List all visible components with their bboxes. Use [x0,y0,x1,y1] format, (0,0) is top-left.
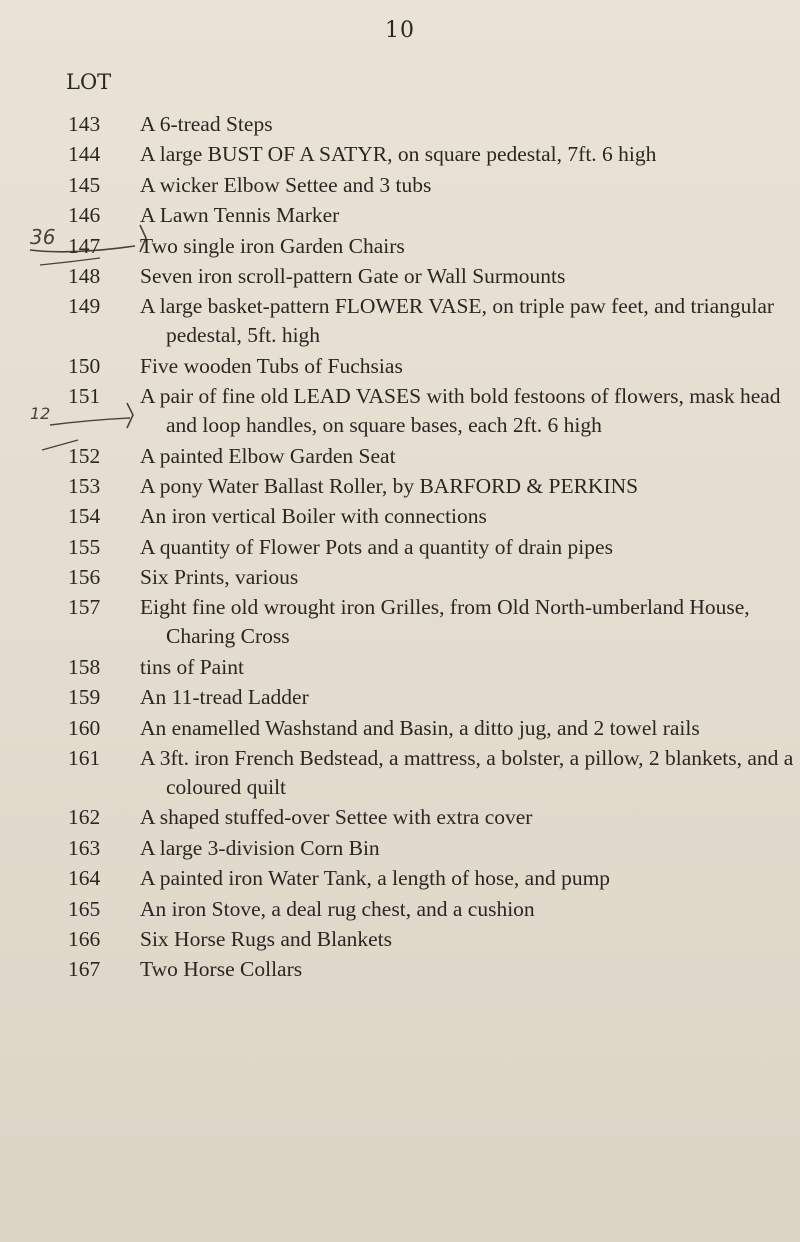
lot-number: 150 [68,353,101,378]
lot-description: A large BUST OF A SATYR, on square pedestal, 7ft. 6 high [140,142,657,167]
lot-description: A 6-tread Steps [140,112,273,136]
lot-entry [0,352,800,381]
lot-number: 151 [68,384,101,409]
lot-description: Two single iron Garden Chairs [140,233,405,258]
lot-entry [0,262,800,291]
lot-description: A pony Water Ballast Roller, by BARFORD & PERKINS [140,473,639,498]
lot-number: 148 [68,263,101,288]
lot-entry [0,683,800,712]
lot-description: Eight fine old wrought iron Grilles, from Old North-umberland House, Charing Cross [140,595,750,649]
lot-list [0,110,800,984]
lot-description: A pair of fine old LEAD VASES with bold festoons of flowers, mask head and loop handles, on square bases, each 2ft. 6 high [140,384,781,438]
lot-entry [0,533,800,562]
lot-description: A painted Elbow Garden Seat [140,443,396,468]
lot-entry [0,502,800,531]
lot-description: A shaped stuffed-over Settee with extra cover [140,805,533,830]
lot-number: 162 [68,805,101,830]
lot-number: 152 [68,443,101,468]
lot-number: 157 [68,595,101,620]
lot-number: 149 [68,294,101,319]
lot-entry [0,442,800,471]
lot-number: 165 [68,896,101,921]
lot-entry [0,140,800,169]
lot-description: A Lawn Tennis Marker [140,203,340,228]
lot-number: 167 [68,957,101,982]
lot-entry [0,895,800,924]
lot-number: 166 [68,926,101,951]
lot-entry [0,593,800,651]
lot-entry [0,201,800,230]
lot-description: A painted iron Water Tank, a length of hose, and pump [140,866,611,891]
lot-entry [0,563,800,592]
lot-number: 160 [68,715,101,740]
lot-number: 161 [68,746,101,771]
lot-description: A quantity of Flower Pots and a quantity of drain pipes [140,534,613,559]
lot-number: 154 [68,504,101,529]
lot-entry [0,714,800,743]
lot-entry [0,864,800,893]
pencil-annotation: 12 [30,404,51,423]
lot-description: A large basket-pattern FLOWER VASE, on triple paw feet, and triangular pedestal, 5ft. high [140,294,775,348]
lot-entry [0,925,800,954]
lot-entry [0,803,800,832]
lot-number: 153 [68,473,101,498]
lot-description: An iron Stove, a deal rug chest, and a cushion [140,896,535,921]
lot-entry [0,653,800,682]
lot-description: Six Horse Rugs and Blankets [140,926,393,951]
lot-description: A 3ft. iron French Bedstead, a mattress, a bolster, a pillow, 2 blankets, and a coloured quilt [140,746,794,800]
lot-description: An 11-tread Ladder [140,685,309,710]
lot-entry [0,744,800,802]
lot-description: A wicker Elbow Settee and 3 tubs [140,172,432,197]
lot-entry [0,955,800,984]
lot-entry [0,232,800,261]
lot-description: Seven iron scroll-pattern Gate or Wall Surmounts [140,263,566,288]
lot-description: An enamelled Washstand and Basin, a ditto jug, and 2 towel rails [140,715,700,740]
lot-entry [0,834,800,863]
lot-entry [0,472,800,501]
lot-number: 147 [68,233,101,258]
lot-entry [0,171,800,200]
pencil-annotation: 36 [30,225,56,249]
lot-number: 143 [68,112,101,136]
lot-number: 158 [68,654,101,679]
lot-description: tins of Paint [140,654,244,679]
lot-number: 145 [68,172,101,197]
page-number: 10 [385,18,415,43]
lot-number: 159 [68,685,101,710]
lot-entry [0,110,800,139]
lot-description: Two Horse Collars [140,957,303,982]
lot-number: 146 [68,203,101,228]
lot-number: 163 [68,835,101,860]
lot-description: An iron vertical Boiler with connections [140,504,487,529]
lot-description: A large 3-division Corn Bin [140,835,380,860]
lot-number: 164 [68,866,101,891]
lot-entry [0,382,800,440]
lot-column-header: LOT [66,70,112,94]
lot-number: 144 [68,142,101,167]
lot-description: Five wooden Tubs of Fuchsias [140,353,403,378]
lot-description: Six Prints, various [140,565,299,590]
lot-number: 156 [68,565,101,590]
lot-entry [0,292,800,350]
lot-number: 155 [68,534,101,559]
